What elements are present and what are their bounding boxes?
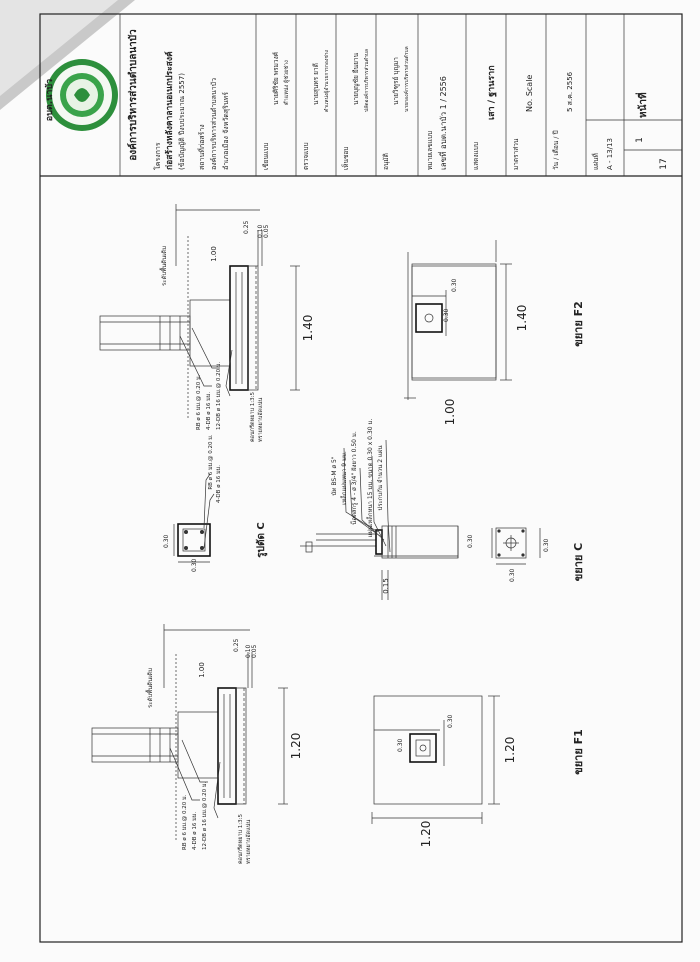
sheet-title: เสา / ฐานราก: [487, 65, 497, 120]
date-label: วัน / เดือน / ปี: [552, 130, 560, 170]
page-label: หน้าที่: [638, 92, 649, 118]
approver-position: ปลัดองค์การบริหารส่วนตำบล: [364, 48, 370, 112]
f2-dim-005: 0.05: [263, 224, 270, 238]
f2-ground-label: ระดับพื้นดินเดิม: [161, 245, 168, 286]
sec-c-dim-a: 0.30: [163, 534, 170, 548]
f2-rb-label: RB ø 6 มม.@ 0.20 ม.: [196, 374, 202, 430]
c-plan-dim-b: 0.30: [509, 568, 516, 582]
f2-dim-010: 0.10: [257, 224, 264, 238]
f2-height-dim: 1.40: [301, 314, 315, 342]
f1-title: ขยาย F1: [572, 729, 585, 775]
approve-position: นายกองค์การบริหารส่วนตำบล: [404, 46, 410, 112]
f2-title: ขยาย F2: [572, 301, 585, 347]
location-line1: องค์การบริหารส่วนตำบลนาบัว: [210, 77, 218, 170]
approve-label: อนุมัติ: [382, 153, 390, 170]
sec-c-db-label: 4-DB ø 16 มม.: [216, 464, 222, 504]
plate-label: แผ่นเหล็กหนา 15 มม. ขนาด 0.30 x 0.30 ม.: [367, 418, 374, 538]
anchor-label: น็อตสกรู 4 - ø 3/4" ฝังยาว 0.50 ม.: [351, 431, 358, 525]
f1-depth-label: 1.00: [198, 662, 206, 678]
scale-label: มาตราส่วน: [512, 138, 520, 170]
f2-dim-025: 0.25: [243, 220, 250, 234]
f1-lean-label: คอนกรีตหยาบ 1:3:5: [238, 814, 244, 864]
checker-name: นายสุนทร ยาดี: [312, 63, 320, 105]
section-c-title: รูปตัด C: [256, 522, 267, 558]
scale-value: No. Scale: [525, 74, 534, 112]
detail-c-dim-015: 0.15: [382, 578, 390, 594]
f1-dim-010: 0.10: [245, 644, 252, 658]
sec-c-rb-label: RB ø 6 มม.@ 0.20 ม.: [208, 434, 214, 490]
f1-length-dim: 1.20: [503, 736, 517, 764]
bolt-label: นัท BS-M ø 5": [331, 456, 338, 496]
f2-col-dim-a: 0.30: [451, 278, 458, 292]
f2-lean-label: คอนกรีตหยาบ 1:3:5: [250, 392, 256, 442]
location-label: สถานที่ก่อสร้าง: [198, 124, 206, 170]
project-name: ก่อสร้างหลังคาลานอเนกประสงค์: [165, 51, 175, 170]
date-value: 5 ส.ค. 2556: [566, 71, 574, 112]
organization-name: องค์การบริหารส่วนตำบลนาบัว: [128, 29, 139, 161]
designer-name: นายศิริชัย พรมวงศ์: [272, 52, 280, 105]
c-plan-dim-c: 0.30: [543, 538, 550, 552]
page-total: 17: [659, 158, 669, 170]
f1-dim-025: 0.25: [233, 638, 240, 652]
f1-sand-label: ทรายหยาบอัดแน่น: [246, 819, 252, 864]
page-number: 1: [635, 137, 645, 143]
f1-db-label: 4-DB ø 16 มม.: [192, 811, 198, 850]
approver-name: นายบุญชัย ยืนยาน: [352, 52, 360, 105]
budget-note: (ข้อบัญญัติ ปีงบประมาณ 2557): [178, 73, 186, 170]
f1-col-dim-b: 0.30: [447, 714, 454, 728]
location-line2: อำเภอเมือง จังหวัดสุรินทร์: [222, 91, 230, 170]
weld-label: ประกบกัน จำนวน 2 แผ่น: [377, 445, 384, 511]
f2-sand-label: ทรายหยาบอัดแน่น: [258, 397, 264, 442]
checker-label: ตรวจแบบ: [302, 142, 310, 170]
f1-width-dim: 1.20: [419, 820, 433, 848]
f1-dim-005: 0.05: [251, 644, 258, 658]
f1-db12-label: 12-DB ø 16 มม.@ 0.20 ม.: [202, 781, 208, 850]
drawing-no: เลขที่ อบต.นาบัว 1 / 2556: [439, 76, 448, 170]
designer-position: ตำแหน่ง ผู้ช่วยช่าง: [284, 60, 290, 105]
washer-label: เหล็กแผ่นหนา 9 มม.: [341, 451, 348, 505]
logo-text: อบต.นาบัว: [45, 78, 55, 122]
f2-col-dim-b: 0.30: [443, 308, 450, 322]
approver-label: เห็นชอบ: [342, 146, 350, 170]
sheet-label: แสดงแบบ: [472, 142, 480, 170]
f1-height-dim: 1.20: [289, 732, 303, 760]
approve-name: นายวิฑูรย์ บุญมา: [392, 57, 400, 105]
checker-position: ตำแหน่งผู้อำนวยการกองช่าง: [324, 50, 330, 112]
f2-length-dim: 1.40: [515, 304, 529, 332]
f1-rb-label: RB ø 6 มม.@ 0.20 ม.: [182, 794, 188, 850]
c-plan-dim-a: 0.30: [467, 534, 474, 548]
f2-db-label: 4-DB ø 16 มม.: [206, 391, 212, 430]
f1-ground-label: ระดับพื้นดินเดิม: [147, 667, 154, 708]
f2-db12-label: 12-DB ø 16 มม.@ 0.20 ม.: [216, 361, 222, 430]
designer-label: เขียนแบบ: [262, 142, 270, 170]
drawing-no-label: หมายเลขแบบ: [426, 130, 434, 170]
project-label: โครงการ: [154, 142, 162, 170]
sec-c-dim-b: 0.30: [191, 558, 198, 572]
f2-depth-label: 1.00: [210, 246, 218, 262]
f2-width-dim: 1.00: [443, 398, 457, 426]
sheet-no: A - 13/13: [606, 138, 614, 170]
f1-col-dim-a: 0.30: [397, 738, 404, 752]
c-title: ขยาย C: [572, 542, 585, 582]
sheet-no-label: แผ่นที่: [592, 153, 600, 170]
